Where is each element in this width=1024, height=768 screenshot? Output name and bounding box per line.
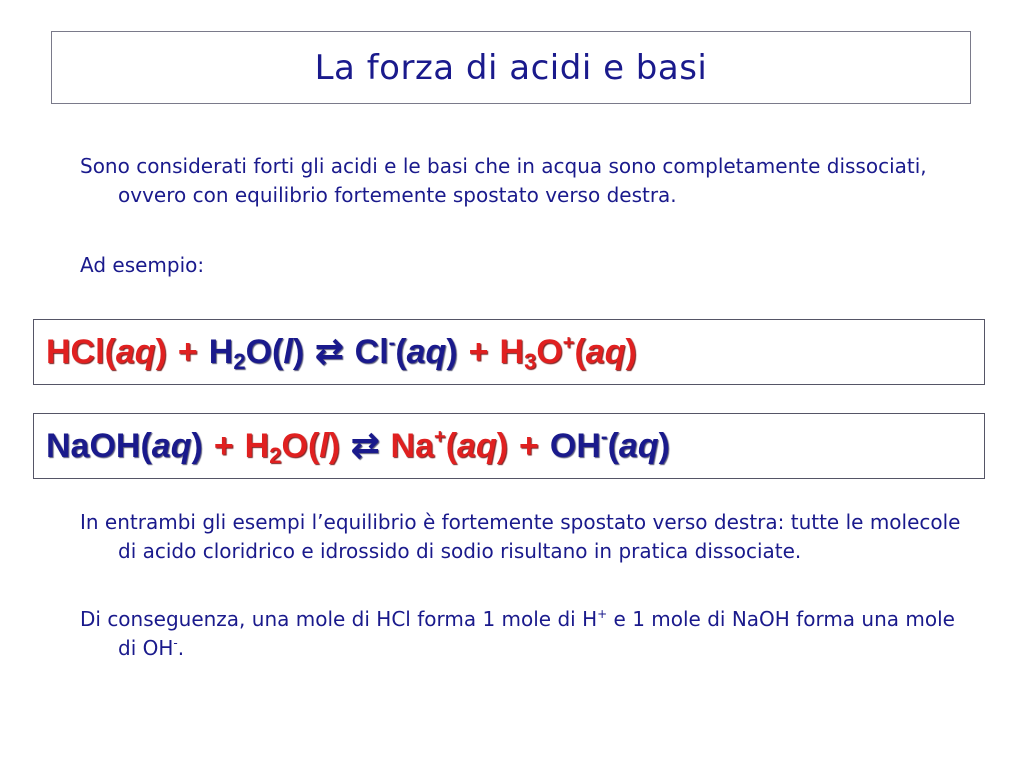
example-label: Ad esempio: <box>80 253 205 277</box>
eq2-reactant2: $H_2O(l)$ <box>244 426 341 468</box>
eq1-reactant2: $H_2O(l)$ <box>208 332 305 374</box>
eq1-product2: $H_3O^+(aq)$ <box>499 331 637 374</box>
equation-naoh <box>33 413 985 479</box>
eq1-product1: Cl-(aq) <box>354 331 458 371</box>
conclusion-paragraph: In entrambi gli esempi l’equilibrio è fortemente spostato verso destra: tutte le molecole di acido cloridrico e idrossido di sodio risultano in pratica dissociate. <box>80 510 961 563</box>
eq1-plus2: + <box>468 332 489 371</box>
equilibrium-arrow-icon: ⇄ <box>351 427 380 465</box>
equilibrium-arrow-icon: ⇄ <box>315 333 344 371</box>
eq2-reactant1: NaOH(aq) <box>46 426 203 465</box>
title-box <box>51 31 971 104</box>
eq1-reactant1: HCl(aq) <box>46 332 167 371</box>
page-title: La forza di acidi e basi <box>314 47 708 88</box>
eq1-plus1: + <box>177 332 198 371</box>
eq2-product1: Na+(aq) <box>390 425 509 465</box>
eq2-plus1: + <box>213 426 234 465</box>
eq2-plus2: + <box>519 426 539 465</box>
intro-paragraph: Sono considerati forti gli acidi e le basi che in acqua sono completamente dissociati, ovvero con equilibrio fortemente spostato verso destra. <box>80 154 927 207</box>
consequence-paragraph: Di conseguenza, una mole di HCl forma 1 mole di H+ e 1 mole di NaOH forma una mole di OH-. <box>80 607 955 660</box>
equation-hcl <box>33 319 985 385</box>
eq2-product2: OH-(aq) <box>549 425 670 465</box>
